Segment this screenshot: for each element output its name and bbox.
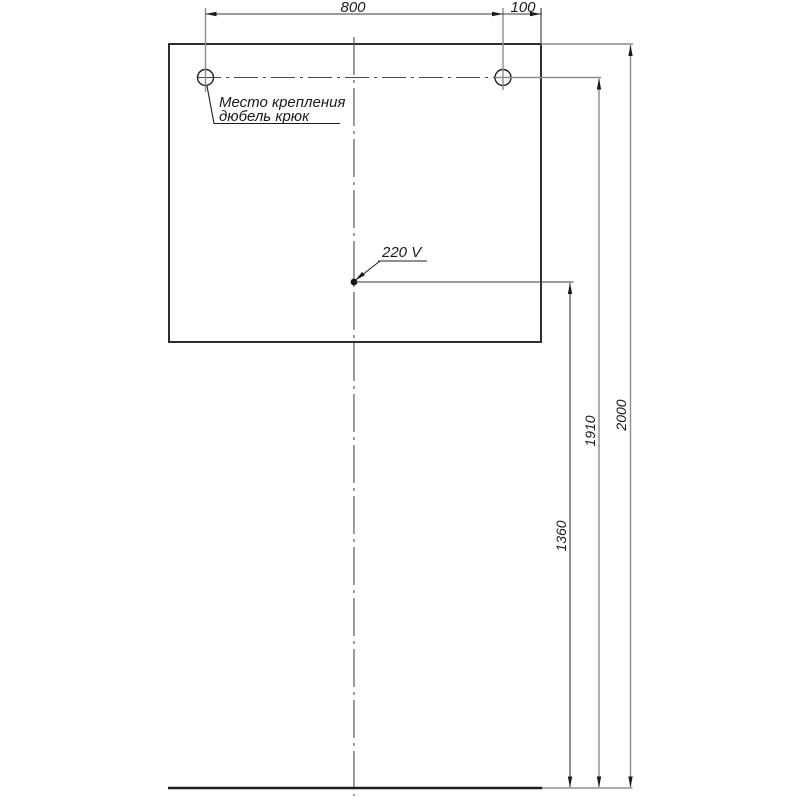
dimension-edge-offset — [510, 0, 541, 44]
dimension-label-100: 100 — [510, 0, 536, 16]
arrowhead — [568, 777, 572, 788]
dimension-label-800: 800 — [340, 0, 366, 16]
arrowhead — [492, 12, 503, 16]
dimension-label-1910: 1910 — [582, 415, 598, 447]
dimension-outlet-height — [354, 282, 574, 788]
arrowhead — [206, 12, 217, 16]
mount-note — [207, 86, 345, 125]
arrowhead — [568, 283, 572, 294]
mirror-outline — [169, 44, 541, 342]
arrowhead — [628, 45, 632, 56]
dimension-hole-spacing — [206, 0, 543, 92]
dimension-hook-height — [495, 78, 601, 788]
arrowhead — [597, 777, 601, 788]
dimension-label-1360: 1360 — [553, 520, 569, 552]
dimension-label-2000: 2000 — [613, 399, 629, 431]
mount-note-line1: Место крепления — [219, 94, 346, 111]
arrowhead — [597, 79, 601, 90]
outlet-label: 220 V — [382, 244, 422, 261]
arrowhead — [628, 777, 632, 788]
mount-note-line2: дюбель крюк — [219, 108, 310, 125]
outlet-callout — [351, 244, 427, 285]
